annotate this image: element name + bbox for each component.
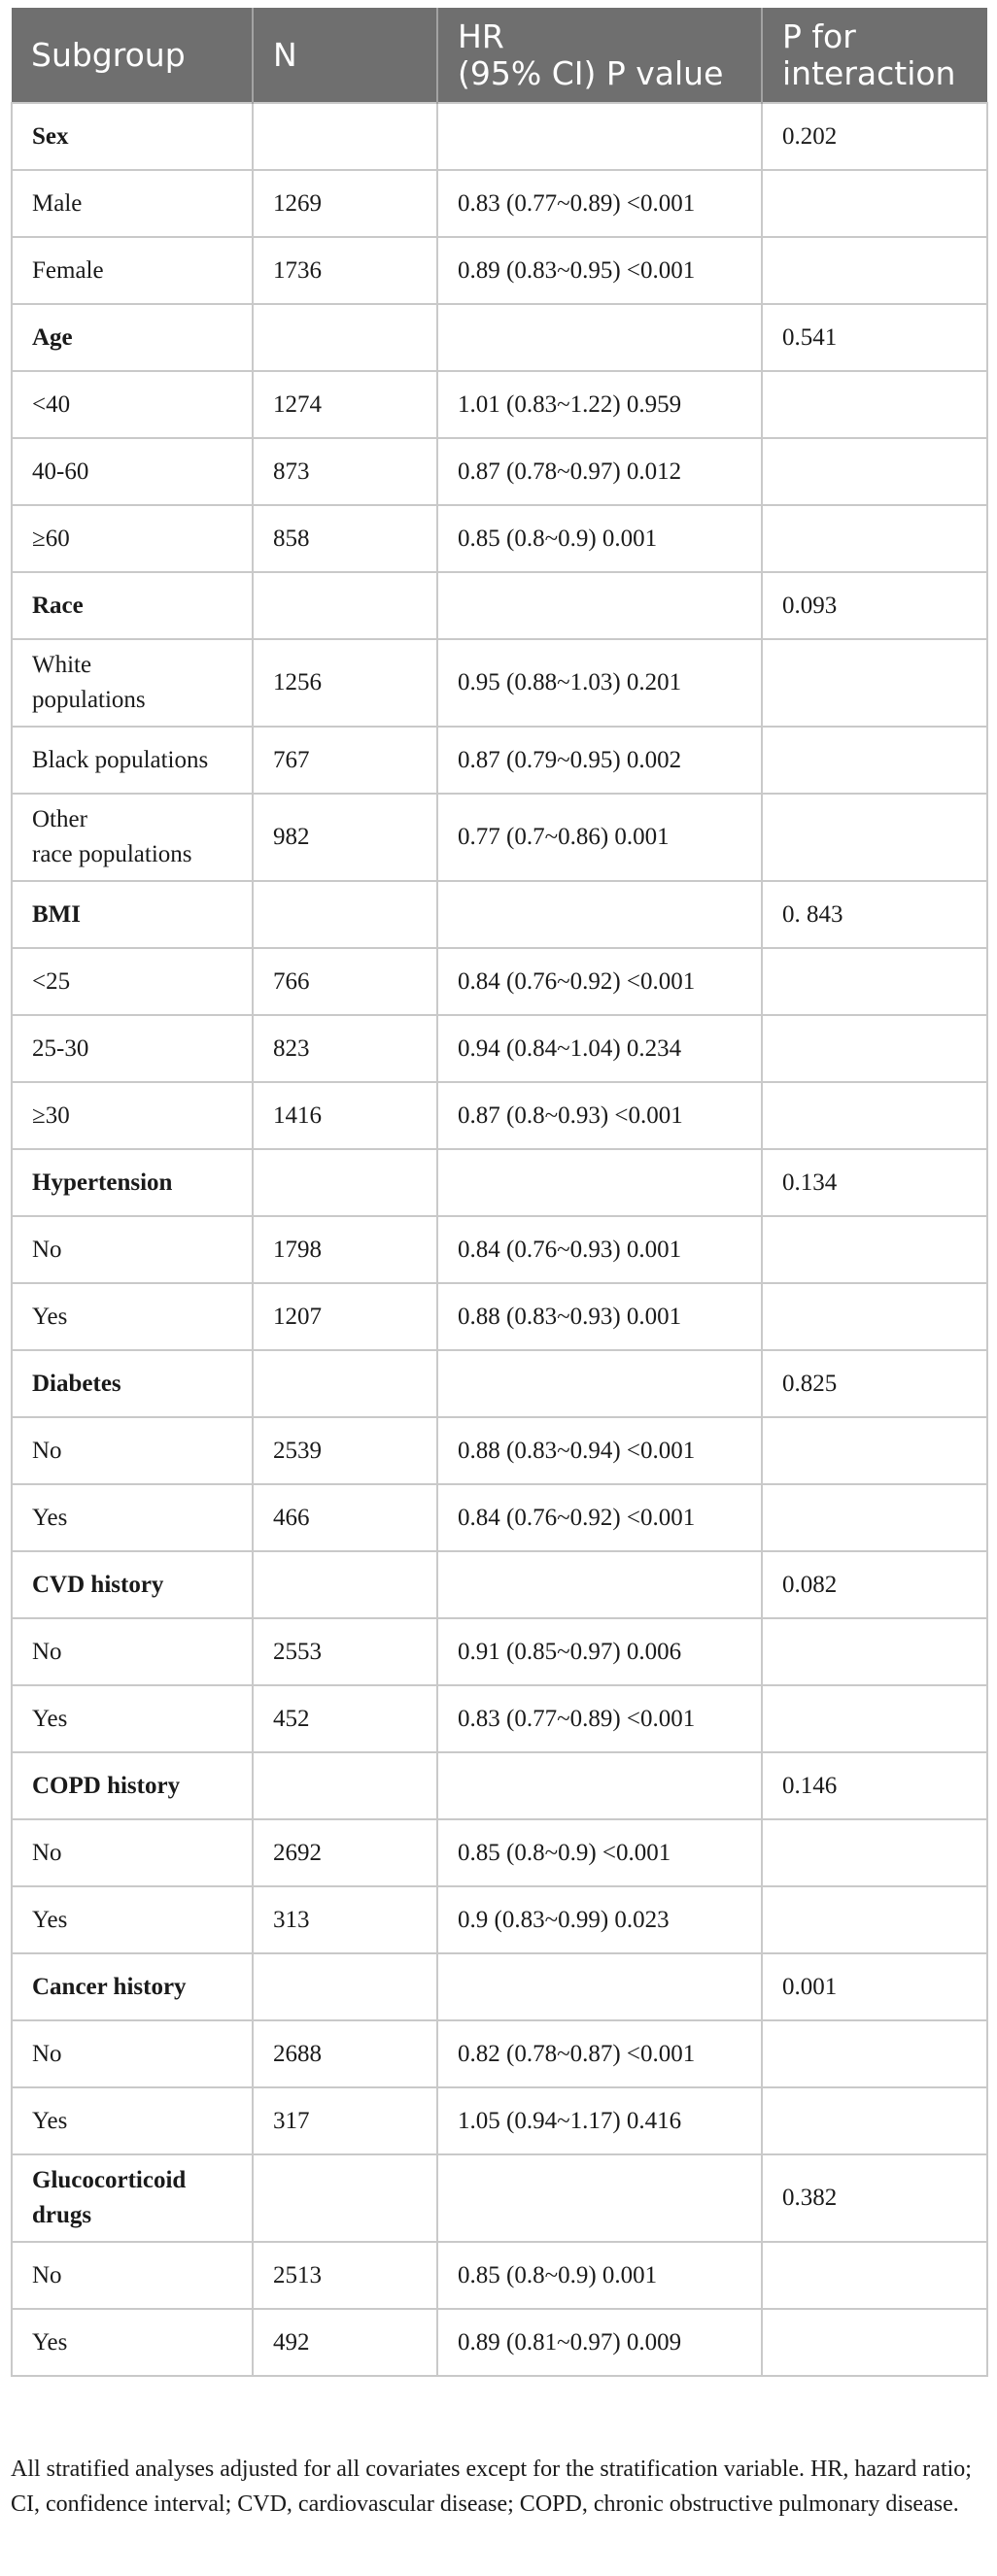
cell-n: 1269 <box>253 170 437 237</box>
cell-subgroup: Other race populations <box>12 794 253 881</box>
cell-p-interaction <box>762 794 987 881</box>
cell-subgroup: Yes <box>12 1484 253 1551</box>
cell-n <box>253 881 437 948</box>
cell-n: 1736 <box>253 237 437 304</box>
cell-n: 873 <box>253 438 437 505</box>
cell-hr <box>437 881 762 948</box>
cell-hr: 0.88 (0.83~0.93) 0.001 <box>437 1283 762 1350</box>
header-hr: HR (95% CI) P value <box>437 8 762 103</box>
cell-n <box>253 103 437 170</box>
table-body <box>12 103 987 2376</box>
table-row <box>12 2087 987 2154</box>
cell-subgroup: No <box>12 2020 253 2087</box>
cell-p-interaction: 0.001 <box>762 1953 987 2020</box>
cell-hr <box>437 1149 762 1216</box>
table-row <box>12 1417 987 1484</box>
table-row <box>12 1082 987 1149</box>
cell-p-interaction: 0. 843 <box>762 881 987 948</box>
cell-subgroup: No <box>12 2242 253 2309</box>
cell-n: 2539 <box>253 1417 437 1484</box>
table-group-row <box>12 1149 987 1216</box>
table-row <box>12 237 987 304</box>
cell-n: 317 <box>253 2087 437 2154</box>
cell-n <box>253 1551 437 1618</box>
cell-hr: 0.88 (0.83~0.94) <0.001 <box>437 1417 762 1484</box>
cell-subgroup: COPD history <box>12 1752 253 1819</box>
header-subgroup: Subgroup <box>12 8 253 103</box>
cell-p-interaction <box>762 170 987 237</box>
cell-subgroup: Glucocorticoid drugs <box>12 2154 253 2242</box>
cell-hr: 0.9 (0.83~0.99) 0.023 <box>437 1886 762 1953</box>
cell-subgroup: Yes <box>12 1886 253 1953</box>
cell-hr: 0.89 (0.83~0.95) <0.001 <box>437 237 762 304</box>
cell-n <box>253 572 437 639</box>
table-row <box>12 794 987 881</box>
cell-n <box>253 1149 437 1216</box>
header-p-interaction: P for interaction <box>762 8 987 103</box>
cell-p-interaction <box>762 1819 987 1886</box>
cell-p-interaction <box>762 438 987 505</box>
table-header-row <box>12 8 987 103</box>
cell-p-interaction: 0.202 <box>762 103 987 170</box>
cell-p-interaction: 0.825 <box>762 1350 987 1417</box>
cell-p-interaction <box>762 1082 987 1149</box>
table-footnote: All stratified analyses adjusted for all covariates except for the stratification variable. HR, hazard ratio; CI, confidence interval; CVD, cardiovascular disease; COPD, chronic obstructive pulmonary disease. <box>11 2457 972 2517</box>
cell-p-interaction: 0.093 <box>762 572 987 639</box>
table-row <box>12 727 987 794</box>
cell-subgroup: Yes <box>12 2087 253 2154</box>
cell-subgroup: ≥60 <box>12 505 253 572</box>
cell-hr <box>437 103 762 170</box>
cell-n: 1416 <box>253 1082 437 1149</box>
cell-p-interaction <box>762 1618 987 1685</box>
cell-subgroup: Race <box>12 572 253 639</box>
table-row <box>12 2020 987 2087</box>
cell-p-interaction <box>762 505 987 572</box>
cell-hr: 0.85 (0.8~0.9) 0.001 <box>437 505 762 572</box>
table-row <box>12 1283 987 1350</box>
cell-p-interaction <box>762 639 987 727</box>
table-row <box>12 639 987 727</box>
table-group-row <box>12 1551 987 1618</box>
cell-n: 823 <box>253 1015 437 1082</box>
cell-hr: 1.05 (0.94~1.17) 0.416 <box>437 2087 762 2154</box>
cell-n <box>253 1350 437 1417</box>
cell-subgroup: Diabetes <box>12 1350 253 1417</box>
cell-p-interaction <box>762 948 987 1015</box>
cell-subgroup: Age <box>12 304 253 371</box>
cell-hr: 0.87 (0.8~0.93) <0.001 <box>437 1082 762 1149</box>
cell-hr: 0.82 (0.78~0.87) <0.001 <box>437 2020 762 2087</box>
table-row <box>12 1484 987 1551</box>
table-row <box>12 170 987 237</box>
cell-hr <box>437 2154 762 2242</box>
cell-hr <box>437 1752 762 1819</box>
cell-hr: 0.85 (0.8~0.9) 0.001 <box>437 2242 762 2309</box>
table-row <box>12 2242 987 2309</box>
cell-p-interaction <box>762 2309 987 2376</box>
cell-n: 313 <box>253 1886 437 1953</box>
table-group-row <box>12 2154 987 2242</box>
cell-hr: 0.85 (0.8~0.9) <0.001 <box>437 1819 762 1886</box>
cell-n: 1274 <box>253 371 437 438</box>
cell-subgroup: No <box>12 1417 253 1484</box>
table-group-row <box>12 304 987 371</box>
table-row <box>12 1618 987 1685</box>
cell-subgroup: No <box>12 1819 253 1886</box>
cell-p-interaction <box>762 1685 987 1752</box>
cell-subgroup: <25 <box>12 948 253 1015</box>
cell-hr <box>437 572 762 639</box>
cell-n: 492 <box>253 2309 437 2376</box>
cell-subgroup: Hypertension <box>12 1149 253 1216</box>
subgroup-table-container <box>11 8 986 2377</box>
cell-n <box>253 1953 437 2020</box>
cell-subgroup: No <box>12 1216 253 1283</box>
cell-p-interaction <box>762 1484 987 1551</box>
cell-n <box>253 1752 437 1819</box>
cell-n: 452 <box>253 1685 437 1752</box>
cell-subgroup: No <box>12 1618 253 1685</box>
cell-subgroup: Yes <box>12 1283 253 1350</box>
cell-n: 1798 <box>253 1216 437 1283</box>
table-group-row <box>12 881 987 948</box>
cell-n: 982 <box>253 794 437 881</box>
cell-hr: 0.87 (0.79~0.95) 0.002 <box>437 727 762 794</box>
cell-subgroup: Male <box>12 170 253 237</box>
cell-p-interaction <box>762 1417 987 1484</box>
cell-p-interaction <box>762 727 987 794</box>
table-group-row <box>12 572 987 639</box>
table-row <box>12 1685 987 1752</box>
cell-subgroup: <40 <box>12 371 253 438</box>
cell-hr: 0.84 (0.76~0.92) <0.001 <box>437 948 762 1015</box>
cell-n: 2553 <box>253 1618 437 1685</box>
cell-n: 767 <box>253 727 437 794</box>
cell-hr: 0.94 (0.84~1.04) 0.234 <box>437 1015 762 1082</box>
cell-n <box>253 304 437 371</box>
cell-subgroup: Black populations <box>12 727 253 794</box>
table-group-row <box>12 1752 987 1819</box>
cell-n: 2513 <box>253 2242 437 2309</box>
cell-subgroup: Sex <box>12 103 253 170</box>
cell-subgroup: Cancer history <box>12 1953 253 2020</box>
cell-p-interaction <box>762 1216 987 1283</box>
table-row <box>12 2309 987 2376</box>
cell-n: 1207 <box>253 1283 437 1350</box>
cell-n: 1256 <box>253 639 437 727</box>
cell-p-interaction <box>762 1015 987 1082</box>
table-group-row <box>12 103 987 170</box>
table-group-row <box>12 1350 987 1417</box>
cell-p-interaction <box>762 237 987 304</box>
cell-hr: 0.91 (0.85~0.97) 0.006 <box>437 1618 762 1685</box>
cell-subgroup: 40-60 <box>12 438 253 505</box>
cell-p-interaction: 0.134 <box>762 1149 987 1216</box>
cell-hr <box>437 1953 762 2020</box>
cell-subgroup: Yes <box>12 2309 253 2376</box>
cell-n: 766 <box>253 948 437 1015</box>
cell-subgroup: ≥30 <box>12 1082 253 1149</box>
cell-n: 858 <box>253 505 437 572</box>
cell-hr: 0.83 (0.77~0.89) <0.001 <box>437 1685 762 1752</box>
cell-p-interaction <box>762 2087 987 2154</box>
cell-n: 2692 <box>253 1819 437 1886</box>
cell-p-interaction <box>762 2242 987 2309</box>
table-row <box>12 1216 987 1283</box>
table-row <box>12 1886 987 1953</box>
cell-p-interaction: 0.541 <box>762 304 987 371</box>
cell-n: 2688 <box>253 2020 437 2087</box>
cell-hr: 0.83 (0.77~0.89) <0.001 <box>437 170 762 237</box>
table-row <box>12 948 987 1015</box>
cell-hr: 0.89 (0.81~0.97) 0.009 <box>437 2309 762 2376</box>
cell-subgroup: Female <box>12 237 253 304</box>
table-row <box>12 1819 987 1886</box>
cell-hr <box>437 1551 762 1618</box>
table-row <box>12 438 987 505</box>
cell-p-interaction: 0.082 <box>762 1551 987 1618</box>
cell-p-interaction: 0.382 <box>762 2154 987 2242</box>
table-row <box>12 505 987 572</box>
cell-p-interaction <box>762 2020 987 2087</box>
cell-hr: 1.01 (0.83~1.22) 0.959 <box>437 371 762 438</box>
cell-subgroup: CVD history <box>12 1551 253 1618</box>
cell-hr: 0.95 (0.88~1.03) 0.201 <box>437 639 762 727</box>
header-n: N <box>253 8 437 103</box>
table-group-row <box>12 1953 987 2020</box>
table-row <box>12 371 987 438</box>
cell-hr <box>437 1350 762 1417</box>
subgroup-analysis-table <box>11 8 988 2377</box>
cell-hr: 0.84 (0.76~0.92) <0.001 <box>437 1484 762 1551</box>
cell-hr <box>437 304 762 371</box>
cell-hr: 0.87 (0.78~0.97) 0.012 <box>437 438 762 505</box>
cell-hr: 0.84 (0.76~0.93) 0.001 <box>437 1216 762 1283</box>
cell-n <box>253 2154 437 2242</box>
cell-n: 466 <box>253 1484 437 1551</box>
table-row <box>12 1015 987 1082</box>
cell-p-interaction: 0.146 <box>762 1752 987 1819</box>
cell-subgroup: BMI <box>12 881 253 948</box>
cell-p-interaction <box>762 1283 987 1350</box>
cell-p-interaction <box>762 1886 987 1953</box>
cell-subgroup: White populations <box>12 639 253 727</box>
cell-hr: 0.77 (0.7~0.86) 0.001 <box>437 794 762 881</box>
cell-p-interaction <box>762 371 987 438</box>
cell-subgroup: 25-30 <box>12 1015 253 1082</box>
cell-subgroup: Yes <box>12 1685 253 1752</box>
